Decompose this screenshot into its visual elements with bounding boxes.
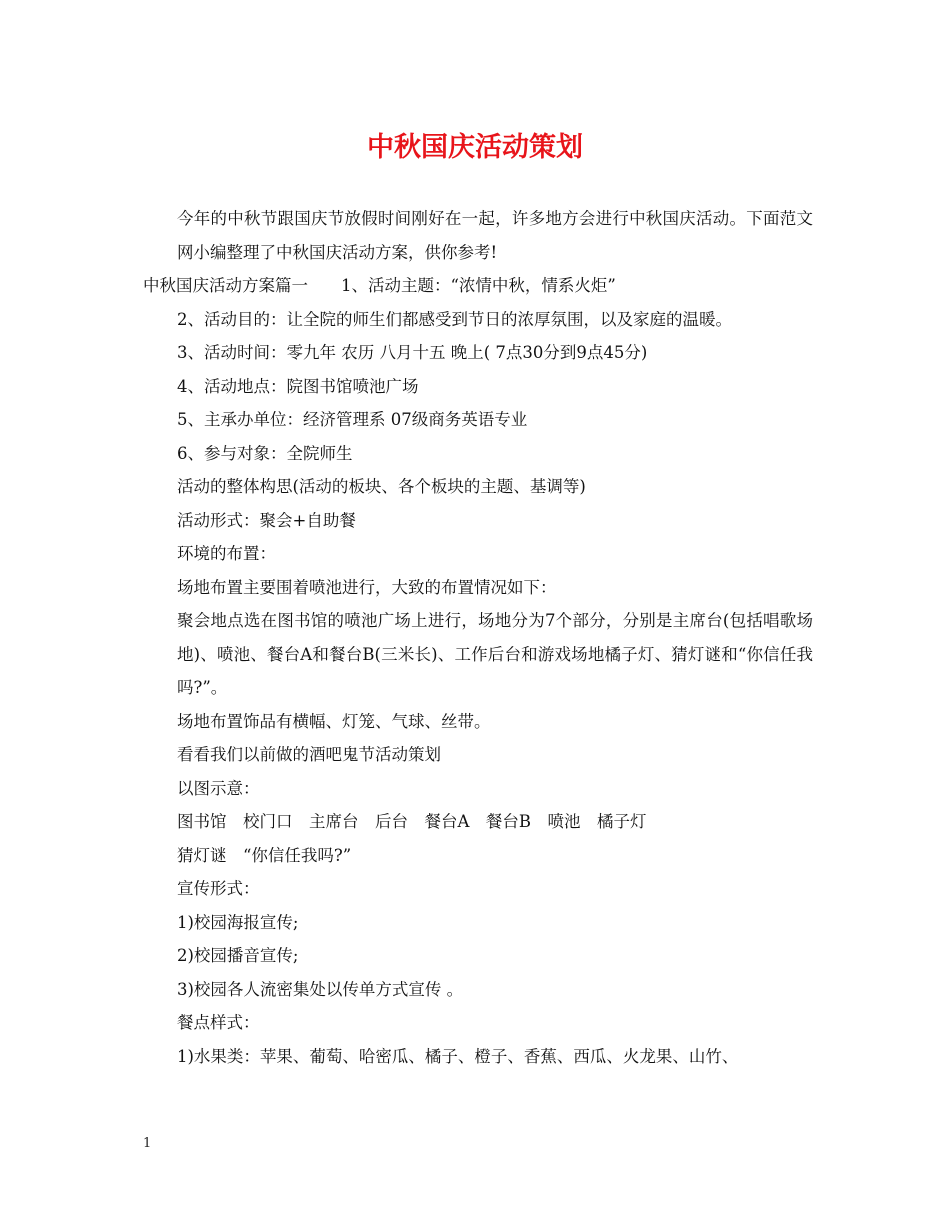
- paragraph-organizer: 5、主承办单位：经济管理系 07级商务英语专业: [177, 410, 528, 429]
- paragraph-meal-style: 餐点样式：: [177, 1013, 260, 1032]
- paragraph-promotion-3: 3)校园各人流密集处以传单方式宣传 。: [177, 979, 464, 999]
- paragraph-participants: 6、参与对象：全院师生: [177, 443, 353, 463]
- document-title: 中秋国庆活动策划: [367, 132, 583, 163]
- paragraph-purpose: 2、活动目的：让全院的师生们都感受到节日的浓厚氛围，以及家庭的温暖。: [177, 309, 732, 329]
- paragraph-form: 活动形式：聚会+自助餐: [177, 510, 356, 530]
- paragraph-venue-layout: 场地布置主要围着喷池进行，大致的布置情况如下：: [177, 577, 557, 597]
- page-number: 1: [143, 1136, 152, 1151]
- intro-paragraph: 今年的中秋节跟国庆节放假时间刚好在一起，许多地方会进行中秋国庆活动。下面范文网小编整理了中秋国庆活动方案，供你参考!: [177, 209, 813, 262]
- paragraph-decorations: 场地布置饰品有横幅、灯笼、气球、丝带。: [177, 711, 491, 731]
- paragraph-meal-fruit: 1)水果类：苹果、葡萄、哈密瓜、橘子、橙子、香蕉、西瓜、火龙果、山竹、: [177, 1046, 739, 1066]
- paragraph-previous-plan: 看看我们以前做的酒吧鬼节活动策划: [177, 745, 441, 764]
- paragraph-diagram-label: 以图示意：: [177, 778, 260, 798]
- plan-heading-theme: 中秋国庆活动方案篇一 1、活动主题：“浓情中秋，情系火炬”: [143, 276, 616, 295]
- paragraph-promotion-2: 2)校园播音宣传;: [177, 946, 299, 965]
- paragraph-time: 3、活动时间：零九年 农历 八月十五 晚上( 7点30分到9点45分): [177, 343, 648, 362]
- paragraph-promotion-1: 1)校园海报宣传;: [177, 912, 299, 932]
- paragraph-venue-details: 聚会地点选在图书馆的喷池广场上进行，场地分为7个部分，分别是主席台(包括唱歌场地)、喷池、餐台A和餐台B(三米长)、工作后台和游戏场地橘子灯、猜灯谜和“你信任我吗?”。: [177, 611, 813, 697]
- paragraph-diagram-items: 图书馆 校门口 主席台 后台 餐台A 餐台B 喷池 橘子灯: [177, 812, 647, 831]
- paragraph-environment: 环境的布置：: [177, 544, 276, 563]
- paragraph-concept: 活动的整体构思(活动的板块、各个板块的主题、基调等): [177, 477, 586, 496]
- paragraph-diagram-items-2: 猜灯谜 “你信任我吗?”: [177, 845, 352, 865]
- paragraph-location: 4、活动地点：院图书馆喷池广场: [177, 376, 419, 396]
- paragraph-promotion: 宣传形式：: [177, 879, 260, 898]
- document-body: [143, 202, 813, 1073]
